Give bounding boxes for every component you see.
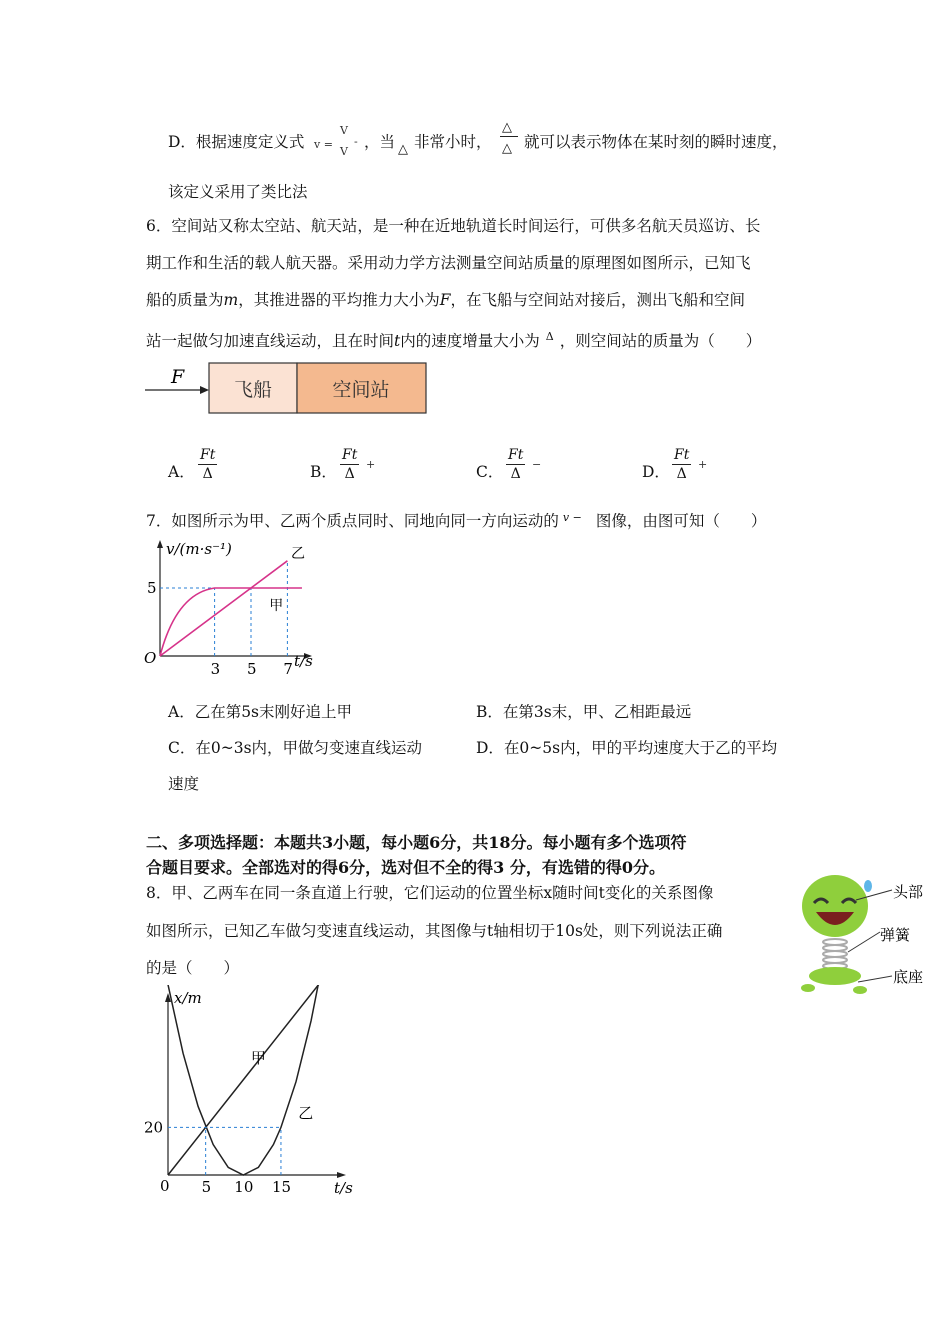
q5d-frac-num: V (340, 124, 348, 137)
q7-option-a[interactable]: A．乙在第5s末刚好追上甲 (168, 703, 353, 721)
q8-xlabel: t/s (334, 1179, 353, 1197)
section2-line2: 合题目要求。全部选对的得6分，选对但不全的得3 分，有选错的得0分。 (146, 858, 665, 877)
q5-option-d (168, 120, 808, 161)
q5d-triangle-top: △ (502, 120, 512, 135)
q7-ylabel: v/(m·s⁻¹) (166, 540, 232, 558)
option-suffix: + (366, 458, 376, 471)
q6-var-delta: Δ (545, 330, 554, 343)
q7-option-b[interactable]: B．在第3s末，甲、乙相距最远 (476, 703, 692, 721)
q8-series-yi (168, 985, 326, 1175)
q7-origin: O (144, 649, 157, 667)
toy-spring-label: 弹簧 (880, 926, 911, 944)
toy-illustration (796, 860, 936, 1000)
q6-line4-a: 站一起做匀加速直线运动，且在时间 (146, 332, 395, 350)
q7-vt-chart (140, 536, 330, 676)
q7-stem-v: v − (562, 511, 582, 524)
toy-base (809, 967, 861, 985)
q7-label-yi: 乙 (291, 546, 306, 563)
q8-ylabel: x/m (174, 989, 202, 1007)
q6-line1: 6．空间站又称太空站、航天站，是一种在近地轨道长时间运行，可供多名航天员巡访、长 (146, 217, 761, 235)
q6-option-c[interactable] (476, 447, 576, 491)
option-label: D． (642, 463, 670, 481)
q7-stem (146, 507, 766, 532)
q7-option-c[interactable]: C．在0~3s内，甲做匀变速直线运动 (168, 739, 423, 757)
option-label: C． (476, 463, 504, 481)
q7-chart (140, 536, 330, 676)
q6-var-m: m (223, 291, 239, 309)
q6-line3-c: ，在飞船与空间站对接后，测出飞船和空间 (450, 291, 746, 309)
toy-head-label: 头部 (893, 883, 924, 901)
force-arrow-head (200, 386, 209, 394)
q8-line1: 8．甲、乙两车在同一条直道上行驶，它们运动的位置坐标x随时间t变化的关系图像 (146, 884, 714, 902)
q8-chart (140, 985, 360, 1200)
q7-ytick-5: 5 (147, 579, 157, 597)
toy-foot-right (853, 986, 867, 994)
q8-line3: 的是（ ） (146, 959, 240, 977)
q6-line4 (146, 326, 761, 352)
q5d-text4: 就可以表示物体在某时刻的瞬时速度， (524, 133, 788, 151)
toy-foot-left (801, 984, 815, 992)
q6-option-b[interactable] (310, 447, 410, 491)
q7-option-d[interactable]: D．在0~5s内，甲的平均速度大于乙的平均 (476, 739, 778, 757)
q5d-frac-tail: - (354, 135, 358, 148)
q5d-frac-den: V (340, 145, 348, 158)
q7-xlabel: t/s (294, 652, 313, 670)
toy-spring (823, 939, 847, 969)
option-fraction: Ft Δ (508, 447, 524, 482)
q6-line3-b: ，其推进器的平均推力大小为 (238, 291, 440, 309)
ship-label: 飞船 (233, 379, 273, 401)
force-label: F (171, 366, 185, 388)
q5d-formula-v: v = (314, 138, 333, 151)
q8-xtick-5: 5 (201, 1178, 212, 1196)
toy-pointer-spring (848, 932, 880, 952)
q6-option-a[interactable] (168, 447, 268, 491)
option-fraction: Ft Δ (342, 447, 358, 482)
section2-line1: 二、多项选择题：本题共3小题，每小题6分，共18分。每小题有多个选项符 (146, 833, 687, 852)
q6-line3 (146, 289, 745, 311)
q8-series-jia (168, 985, 334, 1175)
toy-head (802, 875, 868, 937)
q8-label-yi: 乙 (298, 1103, 314, 1122)
q7-xtick-5: 5 (247, 660, 257, 676)
q7-xtick-3: 3 (210, 660, 221, 676)
spring-toy-icon (796, 860, 936, 1000)
toy-pointer-base (858, 976, 892, 982)
option-label: B． (310, 463, 337, 481)
q8-origin: 0 (160, 1177, 170, 1195)
q7-option-d-cont: 速度 (168, 775, 200, 793)
q8-xtick-15: 15 (271, 1178, 292, 1196)
q6-diagram-svg (145, 360, 435, 416)
q6-var-F: F (439, 291, 451, 309)
q7-label-jia: 甲 (269, 597, 284, 614)
toy-tear (864, 880, 872, 892)
q6-option-d[interactable] (642, 447, 742, 491)
q7-y-arrow (157, 540, 163, 548)
toy-base-label: 底座 (893, 968, 924, 986)
q8-xtick-10: 10 (234, 1178, 254, 1196)
q6-line4-c: ，则空间站的质量为（ ） (559, 332, 762, 350)
q6-line4-b: 内的速度增量大小为 (400, 332, 540, 350)
q6-options (168, 447, 728, 491)
q8-xt-chart (140, 985, 360, 1200)
q5d-triangle-1: △ (398, 142, 408, 157)
option-suffix: − (532, 458, 542, 471)
option-label: A． (168, 463, 195, 481)
q5d-line2: 该定义采用了类比法 (168, 183, 308, 201)
q8-line2: 如图所示，已知乙车做匀变速直线运动，其图像与t轴相切于10s处，则下列说法正确 (146, 922, 723, 940)
q5d-triangle-bottom: △ (502, 141, 512, 156)
q8-ytick-20: 20 (144, 1118, 164, 1137)
q5d-text3: 非常小时， (414, 133, 492, 151)
q5d-label: D．根据速度定义式 (168, 133, 305, 151)
q5d-fraction-bar (500, 136, 518, 137)
option-fraction: Ft Δ (674, 447, 690, 482)
q6-line3-a: 船的质量为 (146, 291, 224, 309)
q8-x-arrow (337, 1172, 346, 1178)
q7-xtick-7: 7 (283, 660, 293, 676)
q6-line2: 期工作和生活的载人航天器。采用动力学方法测量空间站质量的原理图如图所示，已知飞 (146, 254, 751, 272)
q8-label-jia: 甲 (250, 1049, 266, 1068)
q7-stem-b: 图像，由图可知（ ） (595, 512, 767, 530)
option-suffix: + (698, 458, 708, 471)
q5d-text2: ，当 (364, 133, 396, 151)
q6-diagram (145, 360, 435, 416)
q6-var-t: t (394, 332, 401, 350)
q7-stem-a: 7．如图所示为甲、乙两个质点同时、同地向同一方向运动的 (146, 512, 559, 530)
station-label: 空间站 (332, 379, 390, 401)
option-fraction: Ft Δ (200, 447, 216, 482)
